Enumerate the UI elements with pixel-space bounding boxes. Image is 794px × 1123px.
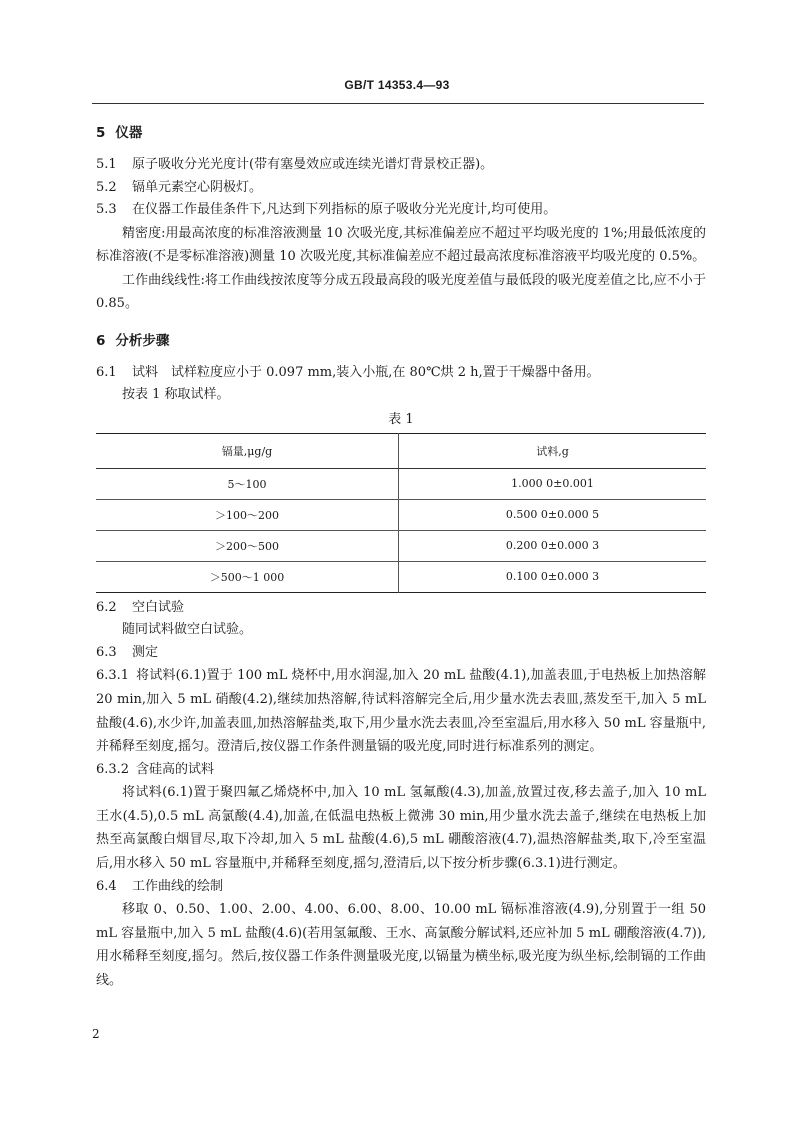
item-6-4-title: 工作曲线的绘制 (132, 878, 224, 894)
item-6-3-1 (96, 664, 706, 758)
item-6-2-number: 6.2 (96, 599, 117, 615)
item-6-4 (96, 876, 706, 899)
page-number: 2 (92, 1027, 100, 1041)
weigh-instruction: 按表 1 称取试样。 (122, 387, 230, 403)
item-6-3 (96, 642, 706, 665)
table-cell-range: ＞500～1 000 (96, 561, 399, 592)
section-6-title: 分析步骤 (115, 332, 170, 349)
table-header-sample-mass: 试料,g (399, 433, 707, 468)
item-6-2-title: 空白试验 (132, 599, 185, 615)
item-6-3-2-title: 含硅高的试料 (136, 761, 215, 777)
calibration-curve-paragraph: 移取 0、0.50、1.00、2.00、4.00、6.00、8.00、10.00 mL 镉标准溶液(4.9),分别置于一组 50 mL 容量瓶中,加入 5 mL 盐酸(4.6)(若用氢氟酸、王水、高氯酸分解试料,还应补加 5 mL 硼酸溶液(4.7)),用水稀释至刻度,摇匀。然后,按仪器工作条件测量吸光度,以镉量为横坐标,吸光度为纵坐标,绘制镉的工作曲线。 (96, 902, 706, 988)
table-cell-mass: 0.500 0±0.000 5 (399, 499, 707, 530)
section-6-number: 6 (96, 332, 106, 349)
table-row (96, 561, 706, 592)
section-5-number: 5 (96, 125, 106, 141)
table-row (96, 468, 706, 499)
item-5-1-text: 原子吸收分光光度计(带有塞曼效应或连续光谱灯背景校正器)。 (132, 157, 494, 172)
item-5-3-number: 5.3 (96, 202, 117, 217)
section-6-heading (96, 330, 706, 352)
table-cell-mass: 0.100 0±0.000 3 (505, 570, 600, 584)
table-header-cadmium: 镉量,μg/g (96, 433, 399, 468)
item-5-3-text: 在仪器工作最佳条件下,凡达到下列指标的原子吸收分光光度计,均可使用。 (132, 202, 557, 217)
precision-paragraph: 精密度:用最高浓度的标准溶液测量 10 次吸光度,其标准偏差应不超过平均吸光度的 1%;用最低浓度的标准溶液(不是零标准溶液)测量 10 次吸光度,其标准偏差应不超过最高浓度标准溶液平均吸光度的 0.5%。 (96, 225, 706, 265)
table-cell-range: ＞100～200 (96, 499, 399, 530)
item-5-2-text: 镉单元素空心阴极灯。 (132, 179, 263, 195)
table-cell-mass: 0.200 0±0.000 3 (399, 530, 707, 561)
item-6-1-number: 6.1 (96, 364, 117, 380)
item-5-1 (96, 154, 706, 177)
item-5-1-number: 5.1 (96, 157, 117, 172)
item-6-4-number: 6.4 (96, 878, 117, 894)
item-6-3-number: 6.3 (96, 644, 117, 660)
document-body (96, 122, 706, 993)
item-6-3-1-number: 6.3.1 (96, 668, 130, 684)
table-cell-range: ＞200～500 (96, 530, 399, 561)
section-5-heading (96, 122, 706, 144)
header-rule (92, 103, 704, 104)
item-6-2 (96, 597, 706, 620)
item-6-3-title: 测定 (132, 644, 159, 660)
blank-test-text: 随同试料做空白试验。 (122, 622, 253, 638)
high-silicon-paragraph: 将试料(6.1)置于聚四氟乙烯烧杯中,加入 10 mL 氢氟酸(4.3),加盖,放置过夜,移去盖子,加入 10 mL 王水(4.5),0.5 mL 高氯酸(4.4),加盖,在低温电热板上微沸 30 min,用少量水洗去盖子,继续在电热板上加热至高氯酸白烟冒尽,取下冷却,加入 5 mL 盐酸(4.6),5 mL 硼酸溶液(4.7),温热溶解盐类,取下,冷至室温后,用水移入 50 mL 容量瓶中,并稀释至刻度,摇匀,澄清后,以下按分析步骤(6.3.1)进行测定。 (96, 785, 706, 872)
item-6-3-2-number: 6.3.2 (96, 761, 130, 777)
table-row (96, 499, 706, 530)
table-header-row (96, 433, 706, 468)
section-5-title: 仪器 (115, 125, 143, 141)
item-5-3 (96, 199, 706, 222)
table-cell-range: 5～100 (96, 468, 399, 499)
item-6-3-2 (96, 759, 706, 782)
item-5-2 (96, 177, 706, 200)
item-6-3-1-text: 将试料(6.1)置于 100 mL 烧杯中,用水润湿,加入 20 mL 盐酸(4.1),加盖表皿,于电热板上加热溶解 20 min,加入 5 mL 硝酸(4.2),继续加热溶解,待试料溶解完全后,用少量水洗去表皿,蒸发至干,加入 5 mL 盐酸(4.6),水少许,加盖表皿,加热溶解盐类,取下,用少量水洗去表皿,冷至室温后,用水移入 50 mL 容量瓶中,并稀释至刻度,摇匀。澄清后,按仪器工作条件测量镉的吸光度,同时进行标准系列的测定。 (96, 668, 706, 755)
table-1-caption: 表 1 (388, 411, 414, 427)
linearity-paragraph: 工作曲线线性:将工作曲线按浓度等分成五段最高段的吸光度差值与最低段的吸光度差值之比,应不小于 0.85。 (96, 272, 706, 312)
table-row (96, 530, 706, 561)
item-6-1 (96, 362, 706, 385)
item-5-2-number: 5.2 (96, 179, 117, 195)
table-1 (96, 433, 706, 593)
item-6-1-text: 试料 试样粒度应小于 0.097 mm,装入小瓶,在 80℃烘 2 h,置于干燥器中备用。 (132, 364, 600, 380)
standard-code-header: GB/T 14353.4—93 (344, 78, 450, 92)
table-cell-mass: 1.000 0±0.001 (399, 468, 707, 499)
